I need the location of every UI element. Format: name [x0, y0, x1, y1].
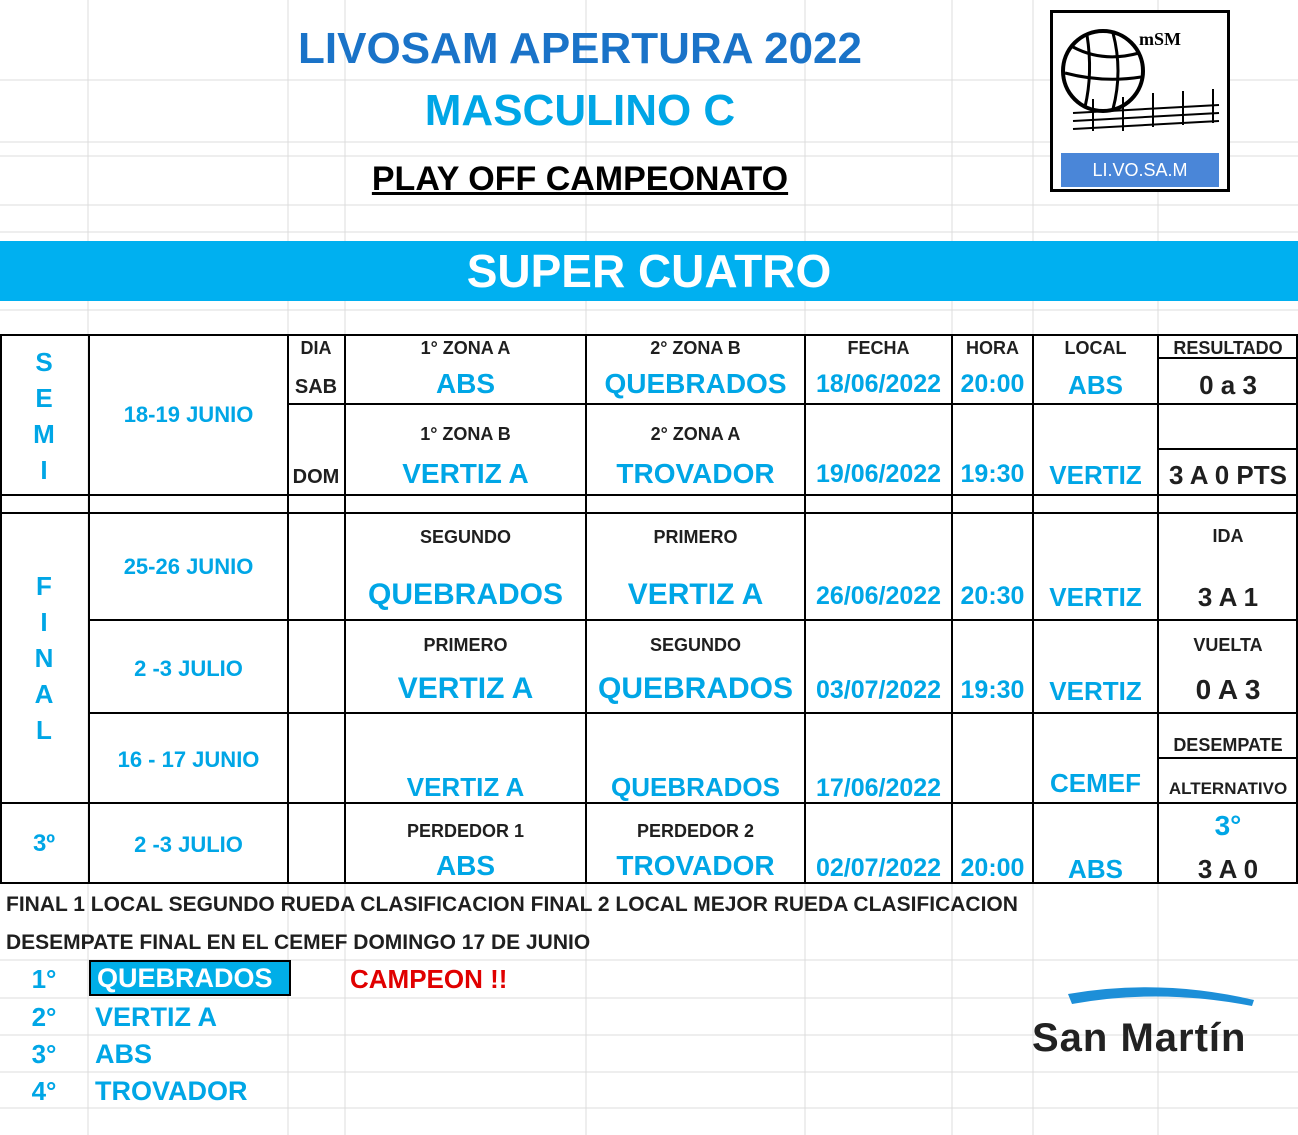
match-hora: 20:00	[960, 370, 1025, 398]
section-title: PLAY OFF CAMPEONATO	[371, 160, 789, 198]
super-cuatro-banner: SUPER CUATRO	[0, 241, 1298, 301]
note-line-2: DESEMPATE FINAL EN EL CEMEF DOMINGO 17 DE JUNIO	[6, 931, 591, 954]
match-local: ABS	[1068, 370, 1123, 400]
league-logo	[1050, 10, 1230, 192]
champion-label: CAMPEON !!	[350, 964, 508, 994]
round-dates: 25-26 JUNIO	[123, 554, 254, 579]
col-header-local: LOCAL	[1064, 338, 1127, 358]
page-title: LIVOSAM APERTURA 2022	[298, 24, 862, 73]
semi-dates: 18-19 JUNIO	[123, 402, 254, 427]
match-header-team2: SEGUNDO	[649, 635, 741, 655]
match-fecha: 19/06/2022	[815, 460, 942, 488]
match-team1: QUEBRADOS	[367, 578, 563, 611]
standing-pos: 1°	[31, 964, 57, 994]
match-team1: ABS	[435, 368, 496, 399]
standing-team: TROVADOR	[95, 1076, 248, 1106]
match-hora: 20:00	[960, 854, 1025, 882]
match-team2: QUEBRADOS	[610, 772, 780, 802]
standing-team: QUEBRADOS	[89, 960, 291, 996]
leg-tag: DESEMPATE	[1173, 735, 1283, 755]
page-subtitle: MASCULINO C	[424, 86, 736, 135]
match-team1: VERTIZ A	[406, 772, 525, 802]
match-resultado: 3 A 1	[1197, 582, 1259, 612]
match-fecha: 03/07/2022	[815, 676, 942, 704]
sponsor-logo	[1030, 978, 1298, 1058]
semi-letter: M	[33, 419, 55, 449]
match-team2: QUEBRADOS	[604, 368, 787, 399]
match-dia: DOM	[292, 466, 340, 488]
match-fecha: 02/07/2022	[815, 854, 942, 882]
semi-label	[0, 344, 88, 488]
standing-pos: 2°	[31, 1002, 57, 1032]
match-team2: QUEBRADOS	[597, 672, 793, 705]
leg-tag: IDA	[1212, 526, 1244, 546]
match-resultado: ALTERNATIVO	[1168, 779, 1288, 798]
match-team1: VERTIZ A	[402, 458, 529, 489]
col-header-team2: 2° ZONA B	[650, 338, 741, 358]
round-dates: 2 -3 JULIO	[134, 656, 243, 681]
match-header-team2: PRIMERO	[653, 527, 738, 547]
standing-pos: 3°	[31, 1039, 57, 1069]
final-letter: I	[40, 607, 48, 637]
semi-letter: E	[35, 383, 53, 413]
match-resultado: 0 A 3	[1195, 674, 1261, 705]
match-team2: TROVADOR	[616, 458, 775, 489]
match-local: ABS	[1068, 854, 1123, 884]
match-header-team2: PERDEDOR 2	[636, 821, 755, 841]
match-dia: SAB	[294, 376, 338, 398]
col-header-resultado: RESULTADO	[1173, 338, 1283, 358]
semi-sub-header-team1: 1° ZONA B	[420, 424, 511, 444]
third-label: 3º	[32, 830, 56, 857]
semi-letter: S	[35, 347, 53, 377]
match-local: VERTIZ	[1049, 460, 1142, 490]
match-header-team1: PRIMERO	[423, 635, 508, 655]
match-header-team1: SEGUNDO	[419, 527, 511, 547]
match-header-team1: PERDEDOR 1	[406, 821, 525, 841]
final-label	[0, 568, 88, 748]
semi-sub-header-team2: 2° ZONA A	[650, 424, 741, 444]
round-dates: 16 - 17 JUNIO	[117, 747, 260, 772]
match-hora: 20:30	[960, 582, 1025, 610]
final-letter: L	[36, 715, 52, 745]
final-letter: N	[34, 643, 54, 673]
match-local: CEMEF	[1050, 768, 1141, 798]
final-letter: A	[34, 679, 54, 709]
note-line-1: FINAL 1 LOCAL SEGUNDO RUEDA CLASIFICACION FINAL 2 LOCAL MEJOR RUEDA CLASIFICACION	[6, 893, 1018, 916]
col-header-hora: HORA	[966, 338, 1019, 358]
leg-tag: VUELTA	[1193, 635, 1263, 655]
logo-mark: mSM	[1139, 29, 1181, 49]
sponsor-arc-icon	[1030, 978, 1298, 1018]
match-fecha: 18/06/2022	[815, 370, 942, 398]
standing-pos: 4°	[31, 1076, 57, 1106]
match-resultado: 3 A 0 PTS	[1168, 460, 1287, 490]
standing-team: VERTIZ A	[95, 1002, 218, 1032]
match-team1: ABS	[435, 850, 496, 881]
logo-caption: LI.VO.SA.M	[1061, 153, 1219, 187]
match-hora: 19:30	[960, 676, 1025, 704]
match-hora: 19:30	[960, 460, 1025, 488]
col-header-team1: 1° ZONA A	[420, 338, 511, 358]
col-header-dia: DIA	[300, 338, 332, 358]
leg-tag: 3°	[1214, 810, 1242, 841]
match-resultado: 0 a 3	[1199, 370, 1257, 400]
match-local: VERTIZ	[1049, 582, 1142, 612]
semi-letter: I	[40, 455, 48, 485]
sponsor-name: San Martín	[1032, 1016, 1247, 1060]
match-team2: VERTIZ A	[627, 578, 764, 611]
match-resultado: 3 A 0	[1197, 854, 1259, 884]
col-header-fecha: FECHA	[847, 338, 910, 358]
round-dates: 2 -3 JULIO	[134, 832, 243, 857]
final-letter: F	[36, 571, 52, 601]
match-team1: VERTIZ A	[397, 672, 534, 705]
standing-team: ABS	[95, 1039, 153, 1069]
match-fecha: 26/06/2022	[815, 582, 942, 610]
match-team2: TROVADOR	[616, 850, 775, 881]
match-local: VERTIZ	[1049, 676, 1142, 706]
match-fecha: 17/06/2022	[815, 774, 942, 802]
